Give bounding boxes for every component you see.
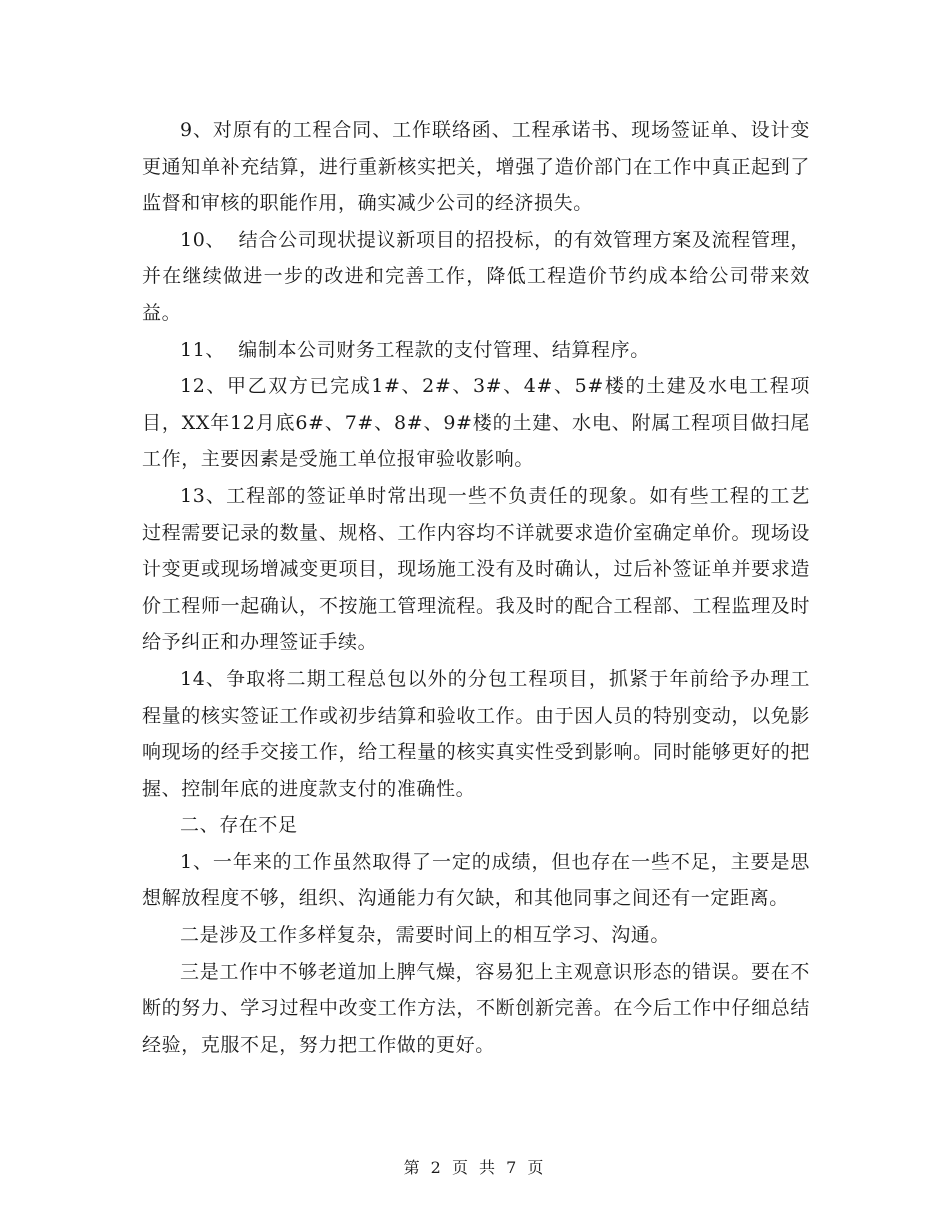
paragraph-item-9: 9、对原有的工程合同、工作联络函、工程承诺书、现场签证单、设计变更通知单补充结算，进行重新核实把关，增强了造价部门在工作中真正起到了监督和审核的职能作用，确实减少公司的经济损失。 [142, 119, 810, 215]
paragraph-item-14: 14、争取将二期工程总包以外的分包工程项目，抓紧于年前给予办理工程量的核实签证工作或初步结算和验收工作。由于因人员的特别变动，以免影响现场的经手交接工作，给工程量的核实真实性受到影响。同时能够更好的把握、控制年底的进度款支付的准确性。 [142, 667, 810, 800]
document-body [142, 112, 810, 1063]
paragraph-item-10: 10、 结合公司现状提议新项目的招投标，的有效管理方案及流程管理，并在继续做进一步的改进和完善工作，降低工程造价节约成本给公司带来效益。 [142, 228, 810, 324]
section-heading-shortcomings: 二、存在不足 [180, 814, 298, 837]
page-number-label: 第 2 页 共 7 页 [403, 1158, 547, 1177]
paragraph-shortcoming-2: 二是涉及工作多样复杂，需要时间上的相互学习、沟通。 [180, 924, 671, 947]
paragraph-item-12: 12、甲乙双方已完成1#、2#、3#、4#、5#楼的土建及水电工程项目，XX年12月底6#、7#、8#、9#楼的土建、水电、附属工程项目做扫尾工作，主要因素是受施工单位报审验收影响。 [142, 375, 810, 471]
page-footer [0, 1155, 950, 1178]
paragraph-shortcoming-1: 1、一年来的工作虽然取得了一定的成绩，但也存在一些不足，主要是思想解放程度不够，组织、沟通能力有欠缺，和其他同事之间还有一定距离。 [142, 850, 810, 910]
paragraph-shortcoming-3: 三是工作中不够老道加上脾气燥，容易犯上主观意识形态的错误。要在不断的努力、学习过程中改变工作方法，不断创新完善。在今后工作中仔细总结经验，克服不足，努力把工作做的更好。 [142, 960, 810, 1056]
paragraph-item-11: 11、 编制本公司财务工程款的支付管理、结算程序。 [180, 338, 650, 361]
paragraph-item-13: 13、工程部的签证单时常出现一些不负责任的现象。如有些工程的工艺过程需要记录的数量、规格、工作内容均不详就要求造价室确定单价。现场设计变更或现场增减变更项目，现场施工没有及时确认，过后补签证单并要求造价工程师一起确认，不按施工管理流程。我及时的配合工程部、工程监理及时给予纠正和办理签证手续。 [142, 484, 810, 654]
